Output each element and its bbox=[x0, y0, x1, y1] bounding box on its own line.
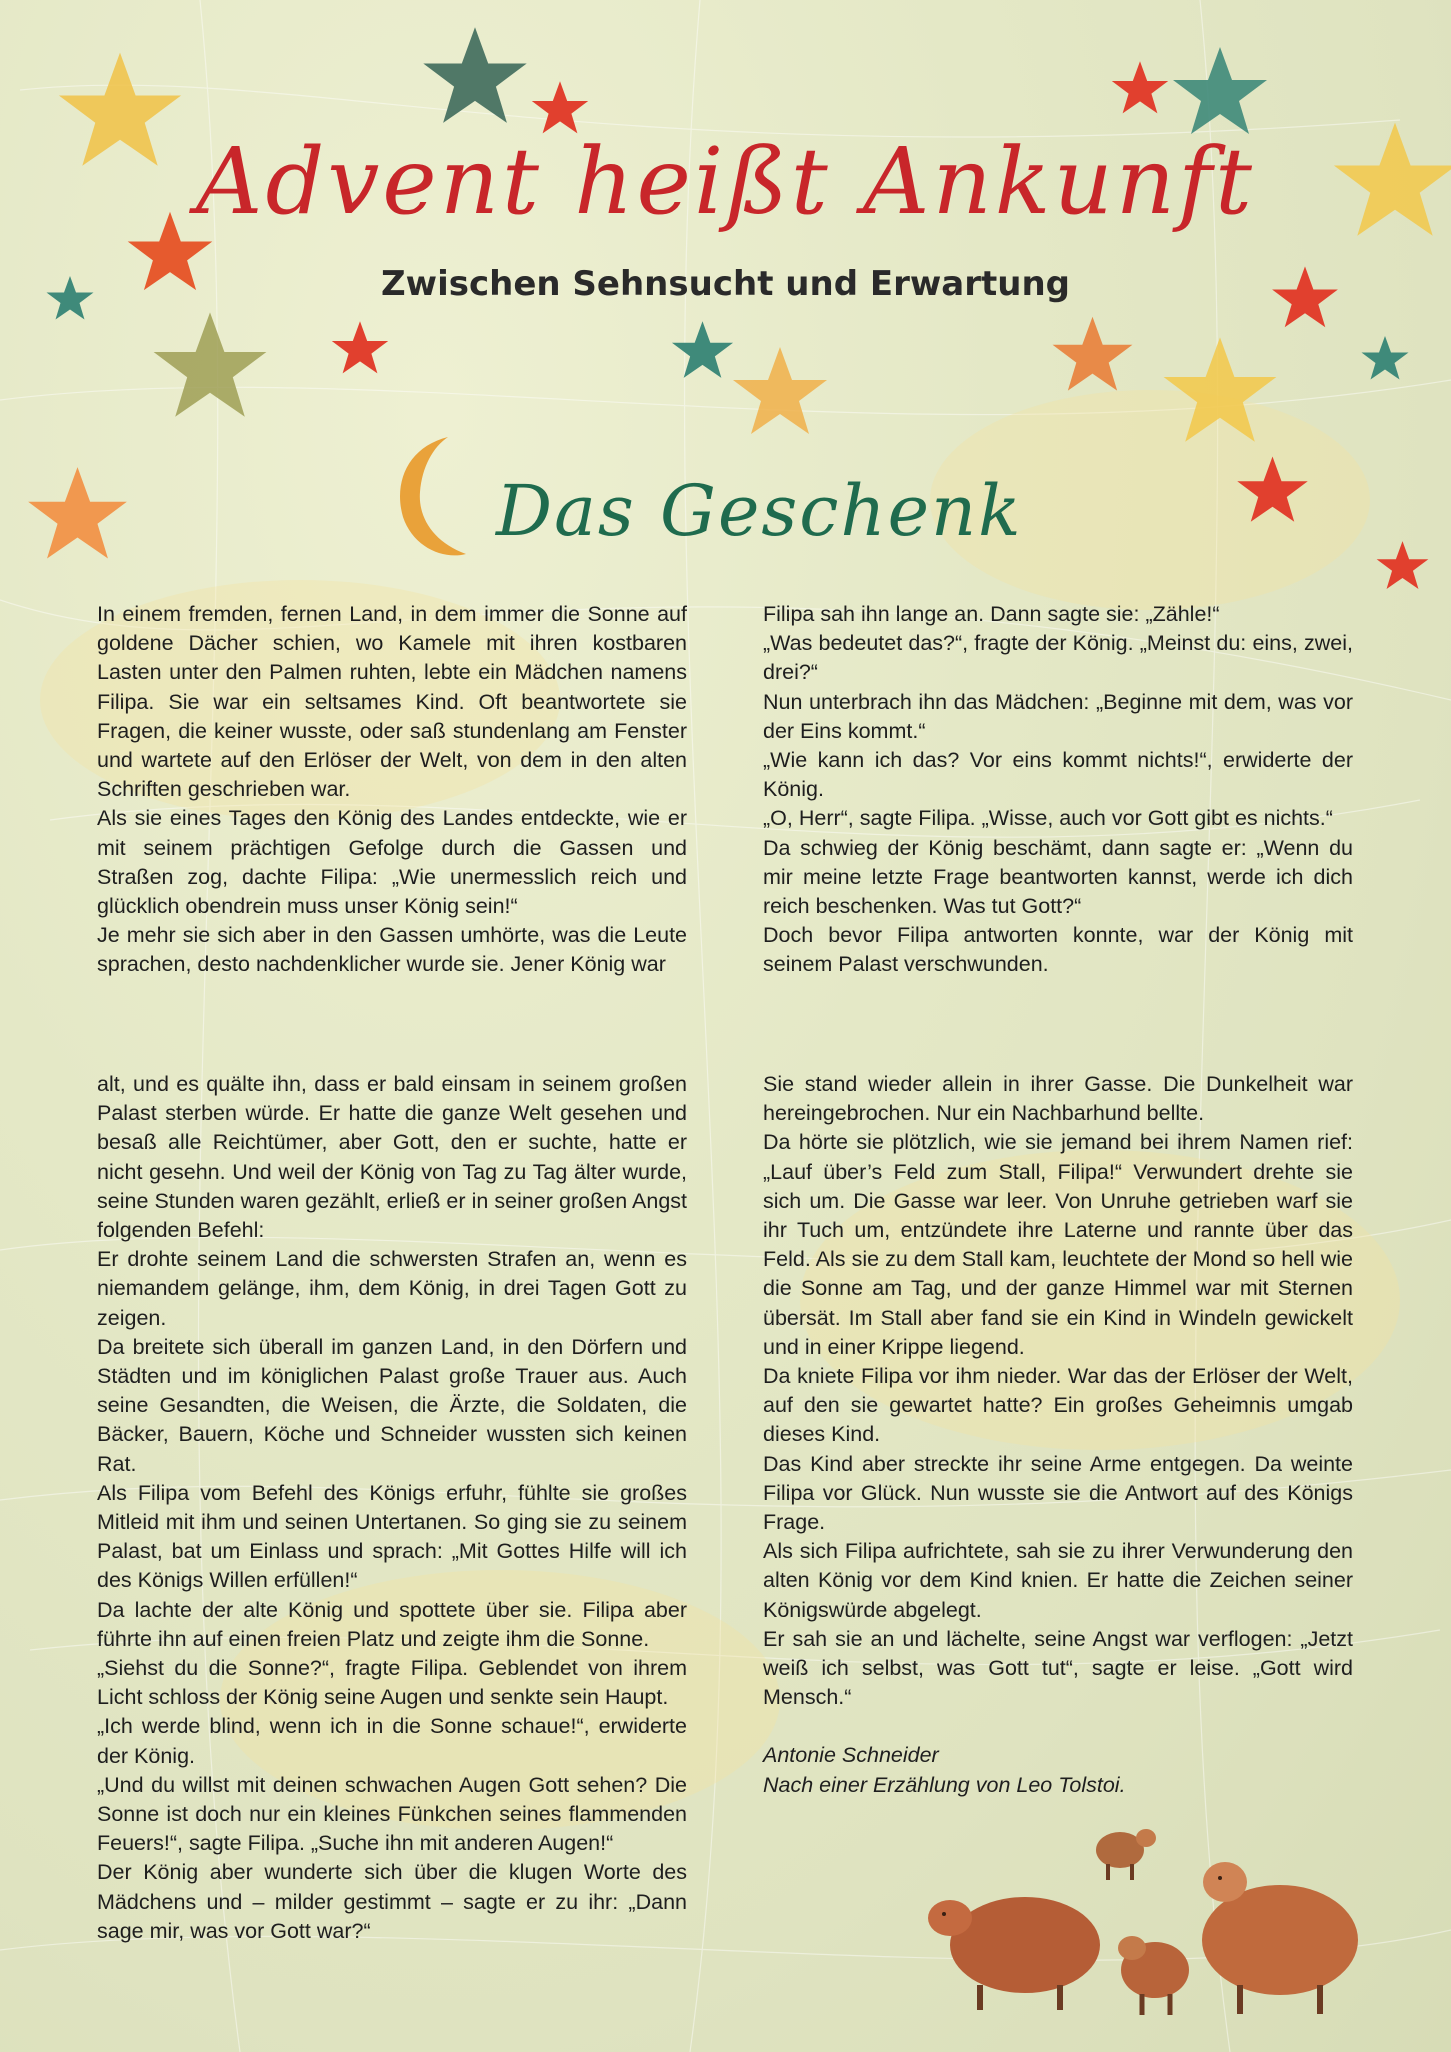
paragraph: Je mehr sie sich aber in den Gassen umhörte, was die Leute sprachen, desto nachdenklicher wurde sie. Jener König war bbox=[97, 923, 687, 977]
star-icon bbox=[1110, 60, 1170, 120]
paragraph: „Und du willst mit deinen schwachen Augen Gott sehen? Die Sonne ist doch nur ein kleines Fünkchen seines flammenden Feuers!“, sagte Filipa. „Suche ihn mit anderen Augen!“ bbox=[97, 1772, 687, 1856]
text-column-3 bbox=[97, 1070, 687, 1946]
paragraph: Filipa sah ihn lange an. Dann sagte sie: „Zähle!“ bbox=[763, 602, 1220, 626]
paragraph: Da kniete Filipa vor ihm nieder. War das der Erlöser der Welt, auf den sie gewartet hatte? Ein großes Geheimnis umgab dieses Kind. bbox=[763, 1364, 1353, 1447]
paragraph: alt, und es quälte ihn, dass er bald einsam in seinem großen Palast sterben würde. Er hatte die ganze Welt gesehen und besaß alle Reichtümer, aber Gott, den er suchte, hatte er nicht gesehn. Und weil der König von Tag zu Tag älter wurde, seine Stunden waren gezählt, erließ er in seiner großen Angst folgenden Befehl: bbox=[97, 1072, 687, 1243]
paragraph: Da lachte der alte König und spottete über sie. Filipa aber führte ihn auf einen freien Platz und zeigte ihm die Sonne. bbox=[97, 1597, 687, 1651]
paragraph: „O, Herr“, sagte Filipa. „Wisse, auch vor Gott gibt es nichts.“ bbox=[763, 806, 1333, 831]
moon-icon bbox=[388, 432, 468, 562]
source-note: Nach einer Erzählung von Leo Tolstoi. bbox=[763, 1772, 1126, 1797]
story-heading: Das Geschenk bbox=[496, 470, 1023, 552]
paragraph: Der König aber wunderte sich über die klugen Worte des Mädchens und – milder gestimmt – sagte er zu ihr: „Dann sage mir, was vor Gott war?“ bbox=[97, 1860, 687, 1943]
page-subtitle: Zwischen Sehnsucht und Erwartung bbox=[381, 264, 1070, 304]
paragraph: „Ich werde blind, wenn ich in die Sonne schaue!“, erwiderte der König. bbox=[97, 1714, 687, 1768]
paragraph: Da hörte sie plötzlich, wie sie jemand bei ihrem Namen rief: „Lauf über’s Feld zum Stall, Filipa!“ Verwundert drehte sie sich um. Die Gasse war leer. Von Unruhe getrieben warf sie ihr Tuch um, entzündete ihre Laterne und rannte über das Feld. Als sie zu dem Stall kam, leuchtete der Mond so hell wie die Sonne am Tag, und der ganze Himmel war mit Sternen übersät. Im Stall aber fand sie ein Kind in Windeln gewickelt und in einer Krippe liegend. bbox=[763, 1130, 1353, 1359]
text-column-2 bbox=[763, 600, 1353, 980]
star-icon bbox=[1160, 335, 1280, 455]
star-icon bbox=[670, 320, 735, 385]
credit bbox=[763, 1741, 1353, 1799]
paragraph: Doch bevor Filipa antworten konnte, war der König mit seinem Palast verschwunden. bbox=[763, 923, 1353, 977]
star-icon bbox=[25, 465, 130, 570]
paragraph: „Siehst du die Sonne?“, fragte Filipa. Geblendet von ihrem Licht schloss der König seine Augen und senkte sein Haupt. bbox=[97, 1656, 687, 1710]
paragraph: Da schwieg der König beschämt, dann sagte er: „Wenn du mir meine letzte Frage beantworten kannst, werde ich dich reich beschenken. Was tut Gott?“ bbox=[763, 835, 1353, 919]
star-icon bbox=[420, 25, 530, 135]
paragraph: Er drohte seinem Land die schwersten Strafen an, wenn es niemandem gelänge, ihm, dem König, in drei Tagen Gott zu zeigen. bbox=[97, 1247, 687, 1330]
paragraph: Sie stand wieder allein in ihrer Gasse. Die Dunkelheit war hereingebrochen. Nur ein Nachbarhund bellte. bbox=[763, 1072, 1353, 1126]
paragraph: „Was bedeutet das?“, fragte der König. „Meinst du: eins, zwei, drei?“ bbox=[763, 631, 1353, 685]
text-column-1 bbox=[97, 600, 687, 980]
paragraph: Er sah sie an und lächelte, seine Angst war verflogen: „Jetzt weiß ich selbst, was Gott tut“, sagte er leise. „Gott wird Mensch.“ bbox=[763, 1626, 1353, 1710]
star-icon bbox=[1375, 540, 1430, 595]
paragraph: In einem fremden, fernen Land, in dem immer die Sonne auf goldene Dächer schien, wo Kamele mit ihren kostbaren Lasten unter den Palmen ruhten, lebte ein Mädchen namens Filipa. Sie war ein seltsames Kind. Oft beantwortete sie Fragen, die keiner wusste, oder saß stundenlang am Fenster und wartete auf den Erlöser der Welt, von dem in den alten Schriften geschrieben war. bbox=[97, 602, 687, 802]
page-title: Advent heißt Ankunft bbox=[196, 128, 1255, 235]
paragraph: „Wie kann ich das? Vor eins kommt nichts!“, erwiderte der König. bbox=[763, 748, 1353, 802]
star-icon bbox=[1050, 315, 1135, 400]
paragraph: Als sie eines Tages den König des Landes entdeckte, wie er mit seinem prächtigen Gefolge durch die Gassen und Straßen zog, dachte Filipa: „Wie unermesslich reich und glücklich obendrein muss unser König sein!“ bbox=[97, 806, 687, 919]
star-icon bbox=[330, 320, 390, 380]
star-icon bbox=[730, 345, 830, 445]
text-column-4 bbox=[763, 1070, 1353, 1800]
paragraph: Das Kind aber streckte ihr seine Arme entgegen. Da weinte Filipa vor Glück. Nun wusste sie die Antwort auf des Königs Frage. bbox=[763, 1451, 1353, 1535]
star-icon bbox=[1235, 455, 1310, 530]
author-name: Antonie Schneider bbox=[763, 1743, 939, 1768]
sheep-illustration bbox=[910, 1800, 1390, 2020]
paragraph: Als Filipa vom Befehl des Königs erfuhr, fühlte sie großes Mitleid mit ihm und seinen Untertanen. So ging sie zu seinem Palast, bat um Einlass und sprach: „Mit Gottes Hilfe will ich des Königs Willen erfüllen!“ bbox=[97, 1480, 687, 1593]
star-icon bbox=[1360, 335, 1410, 385]
paragraph: Nun unterbrach ihn das Mädchen: „Beginne mit dem, was vor der Eins kommt.“ bbox=[763, 689, 1353, 743]
paragraph: Als sich Filipa aufrichtete, sah sie zu ihrer Verwunderung den alten König vor dem Kind knien. Er hatte die Zeichen seiner Königswürde abgelegt. bbox=[763, 1539, 1353, 1622]
paragraph: Da breitete sich überall im ganzen Land, in den Dörfern und Städten und im königlichen Palast große Trauer aus. Auch seine Gesandten, die Weisen, die Ärzte, die Soldaten, die Bäcker, Bauern, Köche und Schneider wussten sich keinen Rat. bbox=[97, 1334, 687, 1476]
star-icon bbox=[150, 310, 270, 430]
